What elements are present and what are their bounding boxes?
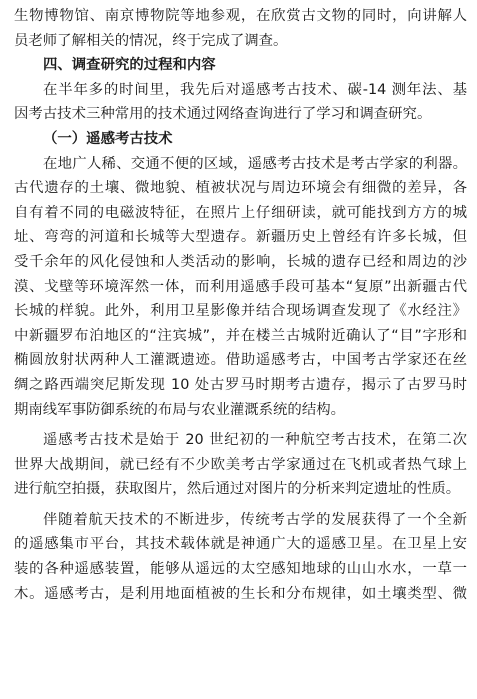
text-line: 世界大战期间，就已经有不少欧美考古学家通过在飞机或者热气球上: [14, 456, 467, 473]
text-line: 生物博物馆、南京博物院等地参观，在欣赏古文物的同时，向讲解人: [14, 8, 467, 24]
text-line: 进行航空拍摄，获取图片，然后通过对图片的分析来判定遗址的性质。: [14, 481, 461, 498]
text-line: 绸之路西端突尼斯发现 10 处古罗马时期考古遗存，揭示了古罗马时: [14, 376, 467, 393]
text-line: 中新疆罗布泊地区的“注宾城”，并在楼兰古城附近确认了“目”字形和: [14, 327, 467, 344]
paragraph-first-line: 在地广人稀、交通不便的区域，遥感考古技术是考古学家的利器。: [43, 155, 467, 172]
text-line: 期南线军事防御系统的布局与农业灌溉系统的结构。: [14, 401, 345, 418]
text-line: 址、弯弯的河道和长城等大型遗存。新疆历史上曾经有许多长城，但: [14, 229, 467, 246]
text-line: 因考古技术三种常用的技术通过网络查询进行了学习和调查研究。: [14, 106, 432, 123]
text-line: 木。遥感考古，是利用地面植被的生长和分布规律，如土壤类型、微: [14, 585, 467, 602]
text-line: 自有着不同的电磁波特征，在照片上仔细研读，就可能找到方方的城: [14, 204, 467, 221]
paragraph-first-line: 遥感考古技术是始于 20 世纪初的一种航空考古技术，在第二次: [43, 432, 467, 449]
subsection-heading: （一）遥感考古技术: [43, 130, 173, 147]
text-line: 员老师了解相关的情况，终于完成了调查。: [14, 32, 288, 49]
paragraph-first-line: 在半年多的时间里，我先后对遥感考古技术、碳-14 测年法、基: [43, 81, 467, 98]
text-line: 古代遗存的土壤、微地貌、植被状况与周边环境会有细微的差异，各: [14, 180, 467, 197]
section-heading: 四、调查研究的过程和内容: [43, 57, 216, 74]
text-line: 的遥感集市平台，其技术载体就是神通广大的遥感卫星。在卫星上安: [14, 536, 467, 553]
text-line: 长城的样貌。此外，利用卫星影像并结合现场调查发现了《水经注》: [14, 303, 467, 320]
text-line: 受千余年的风化侵蚀和人类活动的影响，长城的遗存已经和周边的沙: [14, 253, 467, 270]
paragraph-first-line: 伴随着航天技术的不断进步，传统考古学的发展获得了一个全新: [43, 511, 467, 528]
text-line: 漠、戈壁等环境浑然一体，而利用遥感手段可基本“复原”出新疆古代: [14, 278, 467, 295]
text-line: 装的各种遥感装置，能够从遥远的太空感知地球的山山水水，一草一: [14, 561, 467, 578]
text-line: 椭圆放射状两种人工灌溉遗迹。借助遥感考古，中国考古学家还在丝: [14, 352, 467, 369]
